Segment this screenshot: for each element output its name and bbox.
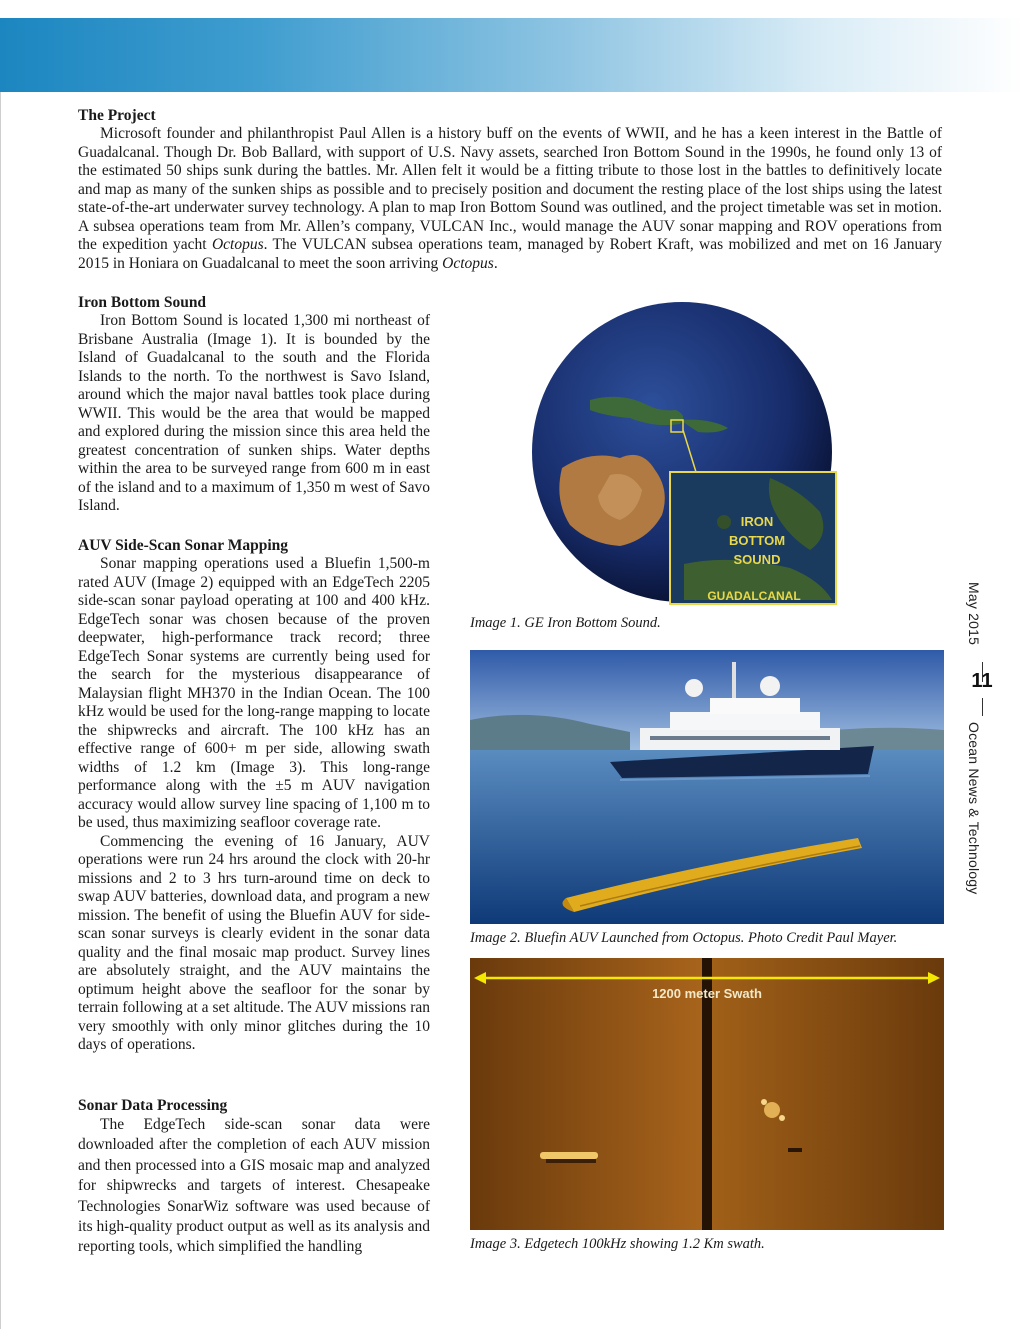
section-heading: Iron Bottom Sound xyxy=(78,294,207,311)
map-label-sound: SOUND xyxy=(733,552,781,567)
figure-caption-3: Image 3. Edgetech 100kHz showing 1.2 Km swath. xyxy=(470,1236,765,1252)
body-end: . xyxy=(493,254,498,272)
section-auv-sonar-mapping xyxy=(78,536,430,1055)
map-label-guadalcanal: GUADALCANAL xyxy=(707,589,801,603)
header-band xyxy=(0,18,1024,92)
section-the-project xyxy=(78,106,942,273)
body-text: Microsoft founder and philanthropist Paul Allen is a history buff on the events of WWII, and he has a keen interest in the Battle of Guadalcanal. Though Dr. Bob Ballard, with support of U.S. Navy assets, searched Iron Bottom Sound in the 1990s, he found only 13 of the estimated 50 ships sunk during the battles. Mr. Allen felt it would be a fitting tribute to those lost in the battles to definitively locate and map as many of the sunken ships as possible and to precisely position and document the resting place of the lost ships using the latest state-of-the-art underwater survey technology. A plan to map Iron Bottom Sound was outlined, and the project timetable was set in motion. A subsea operations team from Mr. Allen’s company, VULCAN Inc., would manage the AUV sonar mapping and ROV operations from the expedition yacht xyxy=(78,125,942,253)
section-sonar-data-processing xyxy=(78,1096,430,1258)
globe-image xyxy=(470,300,944,608)
section-heading: The Project xyxy=(78,107,156,124)
section-body xyxy=(78,125,942,273)
sonar-image xyxy=(470,958,944,1230)
section-heading: Sonar Data Processing xyxy=(78,1097,228,1114)
section-body: The EdgeTech side-scan sonar data were downloaded after the completion of each AUV mission and then processed into a GIS mosaic map and analyzed for shipwrecks and targets of interest. Chesapeake Technologies SonarWiz software was used because of its high-quality product output as well as its analysis and reporting tools, which simplified the handling xyxy=(78,1116,430,1256)
yacht-name-2: Octopus xyxy=(442,254,494,272)
page-edge-rule xyxy=(0,92,1,1329)
publication-name: Ocean News & Technology xyxy=(966,722,982,895)
sidebar-publication xyxy=(966,722,1000,912)
page-number: 11 xyxy=(971,670,993,692)
section-heading: AUV Side-Scan Sonar Mapping xyxy=(78,537,289,554)
issue-date: May 2015 xyxy=(966,582,982,646)
section-body-2: Commencing the evening of 16 January, AUV operations were run 24 hrs around the clock with 20-hr missions and 2 to 3 hrs turn-around time on deck to swap AUV batteries, download data, and program a new mission. The benefit of using the Bluefin AUV for side-scan sonar surveys is clearly evident in the sonar data quality and the final mosaic map product. Survey lines are absolutely straight, and the AUV maintains the optimum height above the seafloor for the sonar by terrain following at a set altitude. The AUV missions ran very smoothly with only minor glitches during the 10 days of operations. xyxy=(78,832,430,1053)
map-label-bottom: BOTTOM xyxy=(728,533,786,548)
sidebar-divider-2 xyxy=(982,698,983,716)
yacht-name: Octopus xyxy=(211,236,264,253)
sidebar-date xyxy=(966,582,1000,662)
swath-label: 1200 meter Swath xyxy=(652,986,762,1001)
section-iron-bottom-sound xyxy=(78,293,430,516)
figure-caption-1: Image 1. GE Iron Bottom Sound. xyxy=(470,615,661,631)
globe-illustration xyxy=(470,300,944,608)
yacht-illustration xyxy=(470,650,944,924)
section-body: Iron Bottom Sound is located 1,300 mi northeast of Brisbane Australia (Image 1). It is bounded by the Island of Guadalcanal to the south and the Florida Islands to the north. To the northwest is Savo Island, around which the major naval battles took place during WWII. This would be the area that would be mapped and explored during the mission since this area held the greatest concentration of sunken ships. Water depths within the area to be surveyed range from 600 m in east of the island and to a maximum of 1,350 m west of Savo Island. xyxy=(78,312,430,514)
yacht-photo xyxy=(470,650,944,924)
sonar-mosaic-illustration xyxy=(470,958,944,1230)
body-text-2: . The VULCAN subsea operations team, managed by Robert Kraft, was mobilized and met on 16 January 2015 in Honiara on Guadalcanal to meet the soon arriving xyxy=(78,236,942,272)
figure-caption-2: Image 2. Bluefin AUV Launched from Octopus. Photo Credit Paul Mayer. xyxy=(470,930,898,946)
map-label-iron: IRON xyxy=(740,514,774,529)
section-body-1: Sonar mapping operations used a Bluefin 1,500-m rated AUV (Image 2) equipped with an EdgeTech 2205 side-scan sonar payload operating at 100 and 400 kHz. EdgeTech sonar was chosen because of the proven deepwater, high-performance track record; three EdgeTech Sonar systems are currently being used for the search for the mysterious disappearance of Malaysian flight MH370 in the Indian Ocean. The 100 kHz would be used for the long-range mapping to locate the shipwrecks and aircraft. The 100 kHz has an effective range of 600+ m per side, allowing swath widths of 1.2 km (Image 3). This long-range performance along with the ±5 m AUV navigation accuracy would allow survey line spacing of 1,100 m to be used, thus maximizing seafloor coverage rate. xyxy=(78,555,430,831)
